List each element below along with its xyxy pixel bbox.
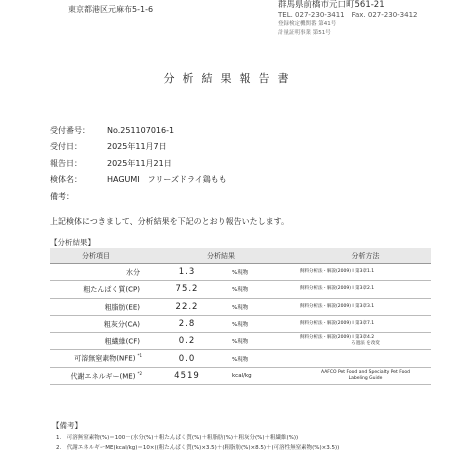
header-result: 分析結果 bbox=[142, 248, 300, 264]
row-value: 4519 bbox=[142, 367, 232, 384]
results-table bbox=[50, 248, 431, 385]
method-line-2: Labeling Guide bbox=[348, 375, 383, 381]
row-item bbox=[50, 333, 142, 350]
info-label: 受付日： bbox=[50, 142, 82, 152]
info-value: 2025年11月21日 bbox=[107, 158, 172, 168]
table-row bbox=[50, 264, 431, 281]
info-row-sample-name bbox=[50, 172, 227, 189]
info-label: 報告日： bbox=[50, 158, 82, 168]
header-item: 分析項目 bbox=[50, 248, 142, 264]
row-method bbox=[300, 281, 431, 298]
info-row-report-date bbox=[50, 155, 227, 172]
info-row-receipt-date bbox=[50, 139, 227, 156]
table-row bbox=[50, 350, 431, 367]
row-item bbox=[50, 350, 142, 367]
item-label: 水分 bbox=[126, 268, 140, 277]
note-1: 1. 可溶無窒素物(%)＝100－(水分(%)＋粗たんぱく質(%)＋粗脂肪(%)＋粗灰分(%)＋粗繊維(%)) bbox=[56, 435, 299, 441]
item-label: 粗脂肪(EE) bbox=[104, 302, 140, 311]
row-item bbox=[50, 315, 142, 332]
method-line: 飼料分析法・解説(2009) Ⅰ 第3章3.1 bbox=[300, 303, 375, 309]
table-row bbox=[50, 333, 431, 350]
table-row bbox=[50, 315, 431, 332]
method-line: 飼料分析法・解説(2009) Ⅰ 第3章1.1 bbox=[300, 269, 375, 275]
info-value: 2025年11月7日 bbox=[107, 142, 167, 152]
info-row-remarks bbox=[50, 188, 227, 205]
info-label: 受付番号： bbox=[50, 125, 90, 135]
row-value: 1.3 bbox=[142, 264, 232, 281]
item-label: 粗繊維(CF) bbox=[104, 337, 140, 346]
row-item bbox=[50, 367, 142, 384]
header-method: 分析方法 bbox=[300, 248, 431, 264]
row-method bbox=[300, 333, 431, 350]
item-label: 代謝エネルギー(ME) bbox=[70, 372, 136, 381]
row-item bbox=[50, 298, 142, 315]
notes-title: 【備考】 bbox=[52, 421, 82, 430]
row-unit: %現物 bbox=[232, 333, 300, 350]
row-method bbox=[300, 298, 431, 315]
row-unit: kcal/kg bbox=[232, 367, 300, 384]
header-right-block bbox=[278, 0, 418, 38]
method-line: 飼料分析法・解説(2009) Ⅰ 第3章7.1 bbox=[300, 321, 375, 327]
row-value: 0.2 bbox=[142, 333, 232, 350]
header-right-registration-1: 登録検定機関番 第41号 bbox=[278, 21, 337, 27]
method-line-2: ろ過法 を改変 bbox=[351, 341, 380, 347]
method-line: 飼料分析法・解説(2009) Ⅰ 第3章2.1 bbox=[300, 286, 375, 292]
info-label: 備考： bbox=[50, 191, 74, 201]
info-label: 検体名： bbox=[50, 175, 82, 185]
header-right-address: 群馬県前橋市元口町561-21 bbox=[278, 0, 385, 10]
row-value: 0.0 bbox=[142, 350, 232, 367]
info-value: No.251107016-1 bbox=[107, 125, 175, 135]
info-row-receipt-number bbox=[50, 122, 227, 139]
table-row bbox=[50, 298, 431, 315]
row-unit: %現物 bbox=[232, 298, 300, 315]
row-unit: %現物 bbox=[232, 315, 300, 332]
row-value: 22.2 bbox=[142, 298, 232, 315]
report-info bbox=[50, 122, 227, 205]
row-method bbox=[300, 264, 431, 281]
row-value: 75.2 bbox=[142, 281, 232, 298]
row-item bbox=[50, 281, 142, 298]
row-method bbox=[300, 350, 431, 367]
results-header-row bbox=[50, 248, 431, 264]
method-line: 飼料分析法・解説(2009) Ⅰ 第3章4.2 bbox=[300, 335, 375, 341]
page-title: 分析結果報告書 bbox=[163, 72, 297, 85]
table-row bbox=[50, 367, 431, 384]
row-method bbox=[300, 367, 431, 384]
item-label: 粗灰分(CA) bbox=[103, 320, 140, 329]
note-2: 2. 代謝エネルギーME(kcal/kg)＝10×((粗たんぱく質(%)×3.5)＋(粗脂肪(%)×8.5)＋(可溶性無窒素物(%)×3.5)) bbox=[56, 445, 340, 451]
row-unit: %現物 bbox=[232, 264, 300, 281]
row-item bbox=[50, 264, 142, 281]
section-title-results: 【分析結果】 bbox=[50, 238, 95, 247]
row-method bbox=[300, 315, 431, 332]
header-left-address: 東京都港区元麻布5-1-6 bbox=[68, 5, 154, 14]
info-value: HAGUMI フリーズドライ鶏もも bbox=[107, 175, 227, 185]
table-row bbox=[50, 281, 431, 298]
header-right-tel: TEL. 027-230-3411 Fax. 027-230-3412 bbox=[278, 11, 418, 19]
report-statement: 上記検体につきまして、分析結果を下記のとおり報告いたします。 bbox=[50, 217, 290, 226]
item-label: 可溶無窒素物(NFE) bbox=[74, 354, 136, 363]
row-value: 2.8 bbox=[142, 315, 232, 332]
footnote-mark: *1 bbox=[137, 353, 142, 359]
row-unit: %現物 bbox=[232, 350, 300, 367]
method-line: AAFCO Pet Food and Specialty Pet Food bbox=[321, 369, 410, 375]
footnote-mark: *2 bbox=[137, 370, 142, 376]
item-label: 粗たんぱく質(CP) bbox=[83, 285, 140, 294]
header-right-registration-2: 計量証明事業 第51号 bbox=[278, 30, 331, 36]
row-unit: %現物 bbox=[232, 281, 300, 298]
